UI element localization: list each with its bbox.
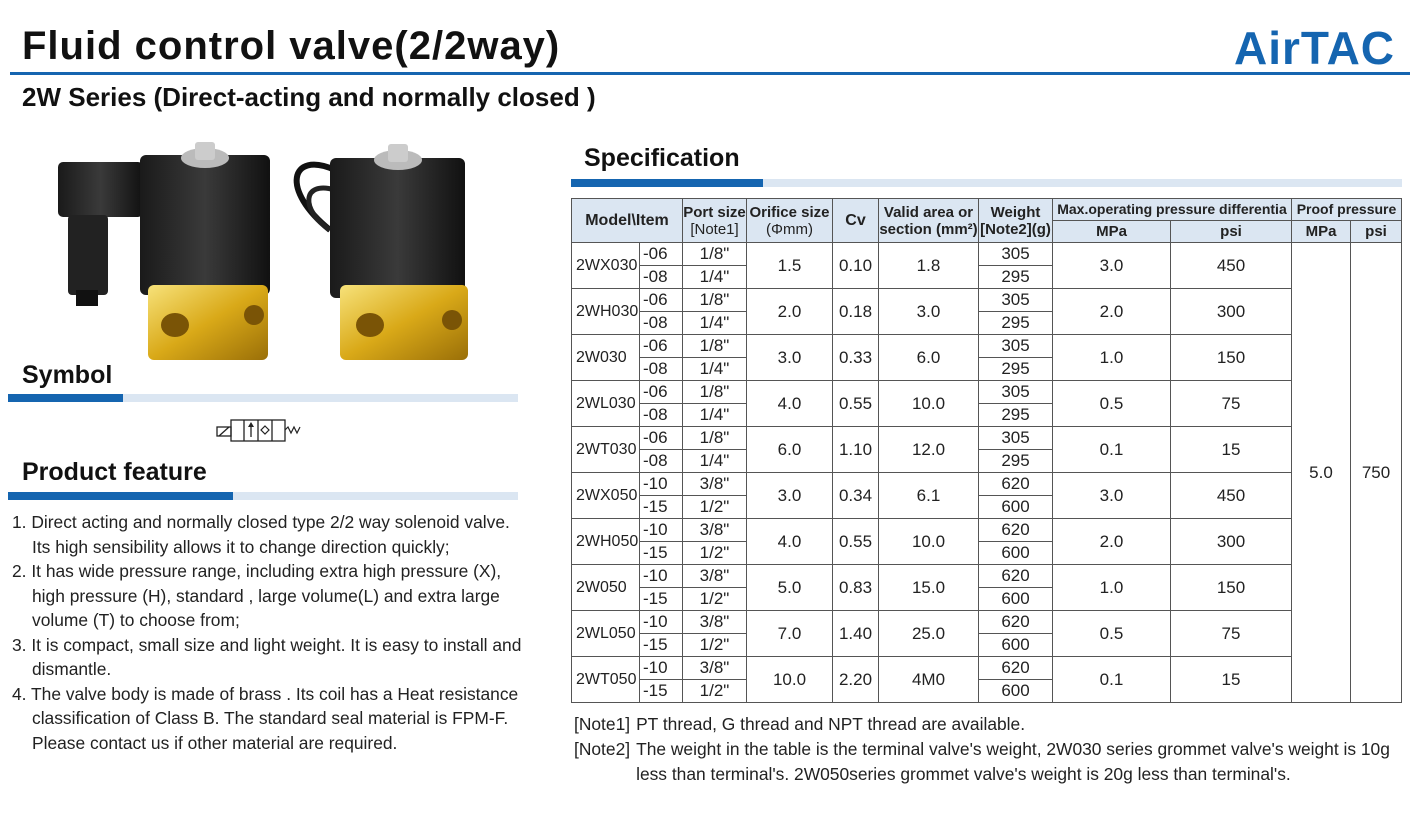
page-title: Fluid control valve(2/2way)	[22, 24, 561, 68]
cell-weight: 295	[979, 450, 1053, 473]
cell-model: 2WT050	[572, 657, 640, 703]
note-1: [Note1] PT thread, G thread and NPT thread are available.	[574, 714, 1026, 734]
cell-port-size: 1/2"	[683, 588, 747, 611]
feature-item: 4. The valve body is made of brass . Its coil has a Heat resistance classification of Class B. The standard seal material is FPM-F. Please contact us if other material are required.	[12, 683, 519, 753]
cell-cv: 0.55	[833, 519, 879, 565]
cell-suffix: -15	[640, 634, 683, 657]
valve-symbol-icon	[215, 417, 305, 443]
cell-cv: 0.34	[833, 473, 879, 519]
cell-weight: 305	[979, 381, 1053, 404]
cell-proof-psi: 750	[1351, 243, 1402, 703]
cell-model: 2W030	[572, 335, 640, 381]
feature-item: 2. It has wide pressure range, including extra high pressure (X), high pressure (H), standard , large volume(L) and extra large volume (T) to choose from;	[12, 561, 502, 630]
cell-weight: 620	[979, 565, 1053, 588]
col-header-cv: Cv	[833, 199, 879, 243]
cell-weight: 600	[979, 634, 1053, 657]
cell-suffix: -15	[640, 496, 683, 519]
cell-suffix: -06	[640, 427, 683, 450]
cell-orifice: 3.0	[747, 335, 833, 381]
cell-model: 2WX050	[572, 473, 640, 519]
cell-orifice: 4.0	[747, 381, 833, 427]
cell-port-size: 1/4"	[683, 404, 747, 427]
cell-cv: 1.40	[833, 611, 879, 657]
cell-orifice: 1.5	[747, 243, 833, 289]
cell-port-size: 3/8"	[683, 473, 747, 496]
cell-suffix: -06	[640, 289, 683, 312]
cell-weight: 600	[979, 588, 1053, 611]
cell-port-size: 1/2"	[683, 496, 747, 519]
col-header-area: Valid area or section (mm²)	[879, 199, 979, 243]
cell-weight: 620	[979, 611, 1053, 634]
cell-weight: 620	[979, 519, 1053, 542]
symbol-heading-bar	[8, 394, 518, 402]
col-header-proof-psi: psi	[1351, 221, 1402, 243]
cell-weight: 600	[979, 680, 1053, 703]
feature-item: 3. It is compact, small size and light weight. It is easy to install and dismantle.	[12, 634, 522, 679]
cell-port-size: 1/8"	[683, 243, 747, 266]
cell-proof-mpa: 5.0	[1292, 243, 1351, 703]
cell-cv: 2.20	[833, 657, 879, 703]
spec-heading: Specification	[584, 144, 740, 172]
cell-model: 2WT030	[572, 427, 640, 473]
note-2: [Note2] The weight in the table is the terminal valve's weight, 2W030 series grommet valve's weight is 10g less than terminal's. 2W050series grommet valve's weight is 20g less than terminal's.	[574, 739, 1390, 784]
cell-orifice: 6.0	[747, 427, 833, 473]
spec-table	[571, 198, 1402, 703]
product-photo	[40, 130, 480, 370]
cell-max-mpa: 0.5	[1053, 381, 1171, 427]
cell-suffix: -10	[640, 657, 683, 680]
cell-suffix: -10	[640, 519, 683, 542]
cell-orifice: 5.0	[747, 565, 833, 611]
cell-port-size: 3/8"	[683, 657, 747, 680]
cell-suffix: -08	[640, 358, 683, 381]
cell-suffix: -08	[640, 404, 683, 427]
cell-weight: 295	[979, 312, 1053, 335]
cell-model: 2WL030	[572, 381, 640, 427]
cell-area: 15.0	[879, 565, 979, 611]
cell-port-size: 3/8"	[683, 565, 747, 588]
cell-max-mpa: 2.0	[1053, 289, 1171, 335]
cell-port-size: 1/8"	[683, 427, 747, 450]
cell-suffix: -15	[640, 588, 683, 611]
cell-max-psi: 15	[1171, 657, 1292, 703]
cell-area: 6.0	[879, 335, 979, 381]
cell-port-size: 1/4"	[683, 266, 747, 289]
cell-orifice: 10.0	[747, 657, 833, 703]
cell-weight: 600	[979, 496, 1053, 519]
cell-max-mpa: 3.0	[1053, 243, 1171, 289]
col-header-proof-pressure: Proof pressure	[1292, 199, 1402, 221]
cell-max-mpa: 0.1	[1053, 427, 1171, 473]
valve-terminal-image	[58, 142, 270, 360]
cell-port-size: 3/8"	[683, 611, 747, 634]
col-header-port: Port size [Note1]	[683, 199, 747, 243]
cell-weight: 600	[979, 542, 1053, 565]
cell-weight: 305	[979, 243, 1053, 266]
cell-max-mpa: 0.1	[1053, 657, 1171, 703]
cell-cv: 0.18	[833, 289, 879, 335]
cell-model: 2WH050	[572, 519, 640, 565]
col-header-mpa: MPa	[1053, 221, 1171, 243]
cell-max-psi: 450	[1171, 243, 1292, 289]
cell-area: 3.0	[879, 289, 979, 335]
cell-max-psi: 150	[1171, 565, 1292, 611]
cell-suffix: -10	[640, 611, 683, 634]
spec-heading-bar	[571, 179, 1402, 187]
cell-cv: 0.55	[833, 381, 879, 427]
airtac-logo	[1232, 22, 1410, 70]
cell-suffix: -10	[640, 473, 683, 496]
symbol-heading: Symbol	[22, 361, 113, 389]
cell-weight: 295	[979, 266, 1053, 289]
cell-orifice: 4.0	[747, 519, 833, 565]
cell-cv: 0.10	[833, 243, 879, 289]
col-header-orifice: Orifice size (Φmm)	[747, 199, 833, 243]
cell-area: 6.1	[879, 473, 979, 519]
cell-max-mpa: 1.0	[1053, 565, 1171, 611]
feature-item: 1. Direct acting and normally closed type 2/2 way solenoid valve. Its high sensibility allows it to change direction quickly;	[12, 512, 510, 557]
cell-weight: 305	[979, 289, 1053, 312]
valve-grommet-image	[297, 144, 468, 360]
feature-list	[12, 510, 532, 755]
feature-heading-bar	[8, 492, 518, 500]
cell-port-size: 1/8"	[683, 381, 747, 404]
cell-suffix: -08	[640, 312, 683, 335]
col-header-psi: psi	[1171, 221, 1292, 243]
col-header-model: Model\Item	[572, 199, 683, 243]
cell-max-psi: 75	[1171, 381, 1292, 427]
cell-port-size: 1/4"	[683, 312, 747, 335]
cell-cv: 0.83	[833, 565, 879, 611]
cell-port-size: 1/4"	[683, 358, 747, 381]
cell-max-psi: 150	[1171, 335, 1292, 381]
cell-weight: 620	[979, 657, 1053, 680]
cell-suffix: -06	[640, 243, 683, 266]
cell-cv: 0.33	[833, 335, 879, 381]
logo-text: AirTAC	[1234, 22, 1396, 70]
cell-weight: 305	[979, 335, 1053, 358]
col-header-max-pressure: Max.operating pressure differentia	[1053, 199, 1292, 221]
col-header-proof-mpa: MPa	[1292, 221, 1351, 243]
cell-model: 2WH030	[572, 289, 640, 335]
cell-area: 10.0	[879, 381, 979, 427]
cell-max-psi: 450	[1171, 473, 1292, 519]
title-rule	[10, 72, 1410, 75]
cell-port-size: 1/2"	[683, 542, 747, 565]
cell-max-mpa: 2.0	[1053, 519, 1171, 565]
notes	[574, 712, 1404, 787]
cell-weight: 295	[979, 404, 1053, 427]
cell-port-size: 1/4"	[683, 450, 747, 473]
cell-cv: 1.10	[833, 427, 879, 473]
cell-max-mpa: 3.0	[1053, 473, 1171, 519]
cell-suffix: -08	[640, 450, 683, 473]
cell-port-size: 1/2"	[683, 634, 747, 657]
cell-area: 10.0	[879, 519, 979, 565]
cell-orifice: 7.0	[747, 611, 833, 657]
cell-port-size: 1/8"	[683, 335, 747, 358]
cell-weight: 620	[979, 473, 1053, 496]
cell-area: 4M0	[879, 657, 979, 703]
cell-orifice: 2.0	[747, 289, 833, 335]
cell-weight: 295	[979, 358, 1053, 381]
cell-orifice: 3.0	[747, 473, 833, 519]
cell-port-size: 1/2"	[683, 680, 747, 703]
cell-area: 1.8	[879, 243, 979, 289]
cell-max-mpa: 0.5	[1053, 611, 1171, 657]
cell-model: 2WL050	[572, 611, 640, 657]
cell-suffix: -06	[640, 335, 683, 358]
col-header-weight: Weight [Note2](g)	[979, 199, 1053, 243]
cell-model: 2WX030	[572, 243, 640, 289]
cell-weight: 305	[979, 427, 1053, 450]
page-subtitle: 2W Series (Direct-acting and normally closed )	[22, 82, 596, 112]
cell-max-psi: 300	[1171, 289, 1292, 335]
cell-port-size: 3/8"	[683, 519, 747, 542]
cell-max-mpa: 1.0	[1053, 335, 1171, 381]
cell-max-psi: 75	[1171, 611, 1292, 657]
cell-suffix: -10	[640, 565, 683, 588]
cell-area: 12.0	[879, 427, 979, 473]
feature-heading: Product feature	[22, 458, 207, 486]
cell-max-psi: 300	[1171, 519, 1292, 565]
cell-suffix: -15	[640, 680, 683, 703]
cell-suffix: -15	[640, 542, 683, 565]
cell-model: 2W050	[572, 565, 640, 611]
cell-area: 25.0	[879, 611, 979, 657]
cell-max-psi: 15	[1171, 427, 1292, 473]
cell-port-size: 1/8"	[683, 289, 747, 312]
cell-suffix: -06	[640, 381, 683, 404]
cell-suffix: -08	[640, 266, 683, 289]
